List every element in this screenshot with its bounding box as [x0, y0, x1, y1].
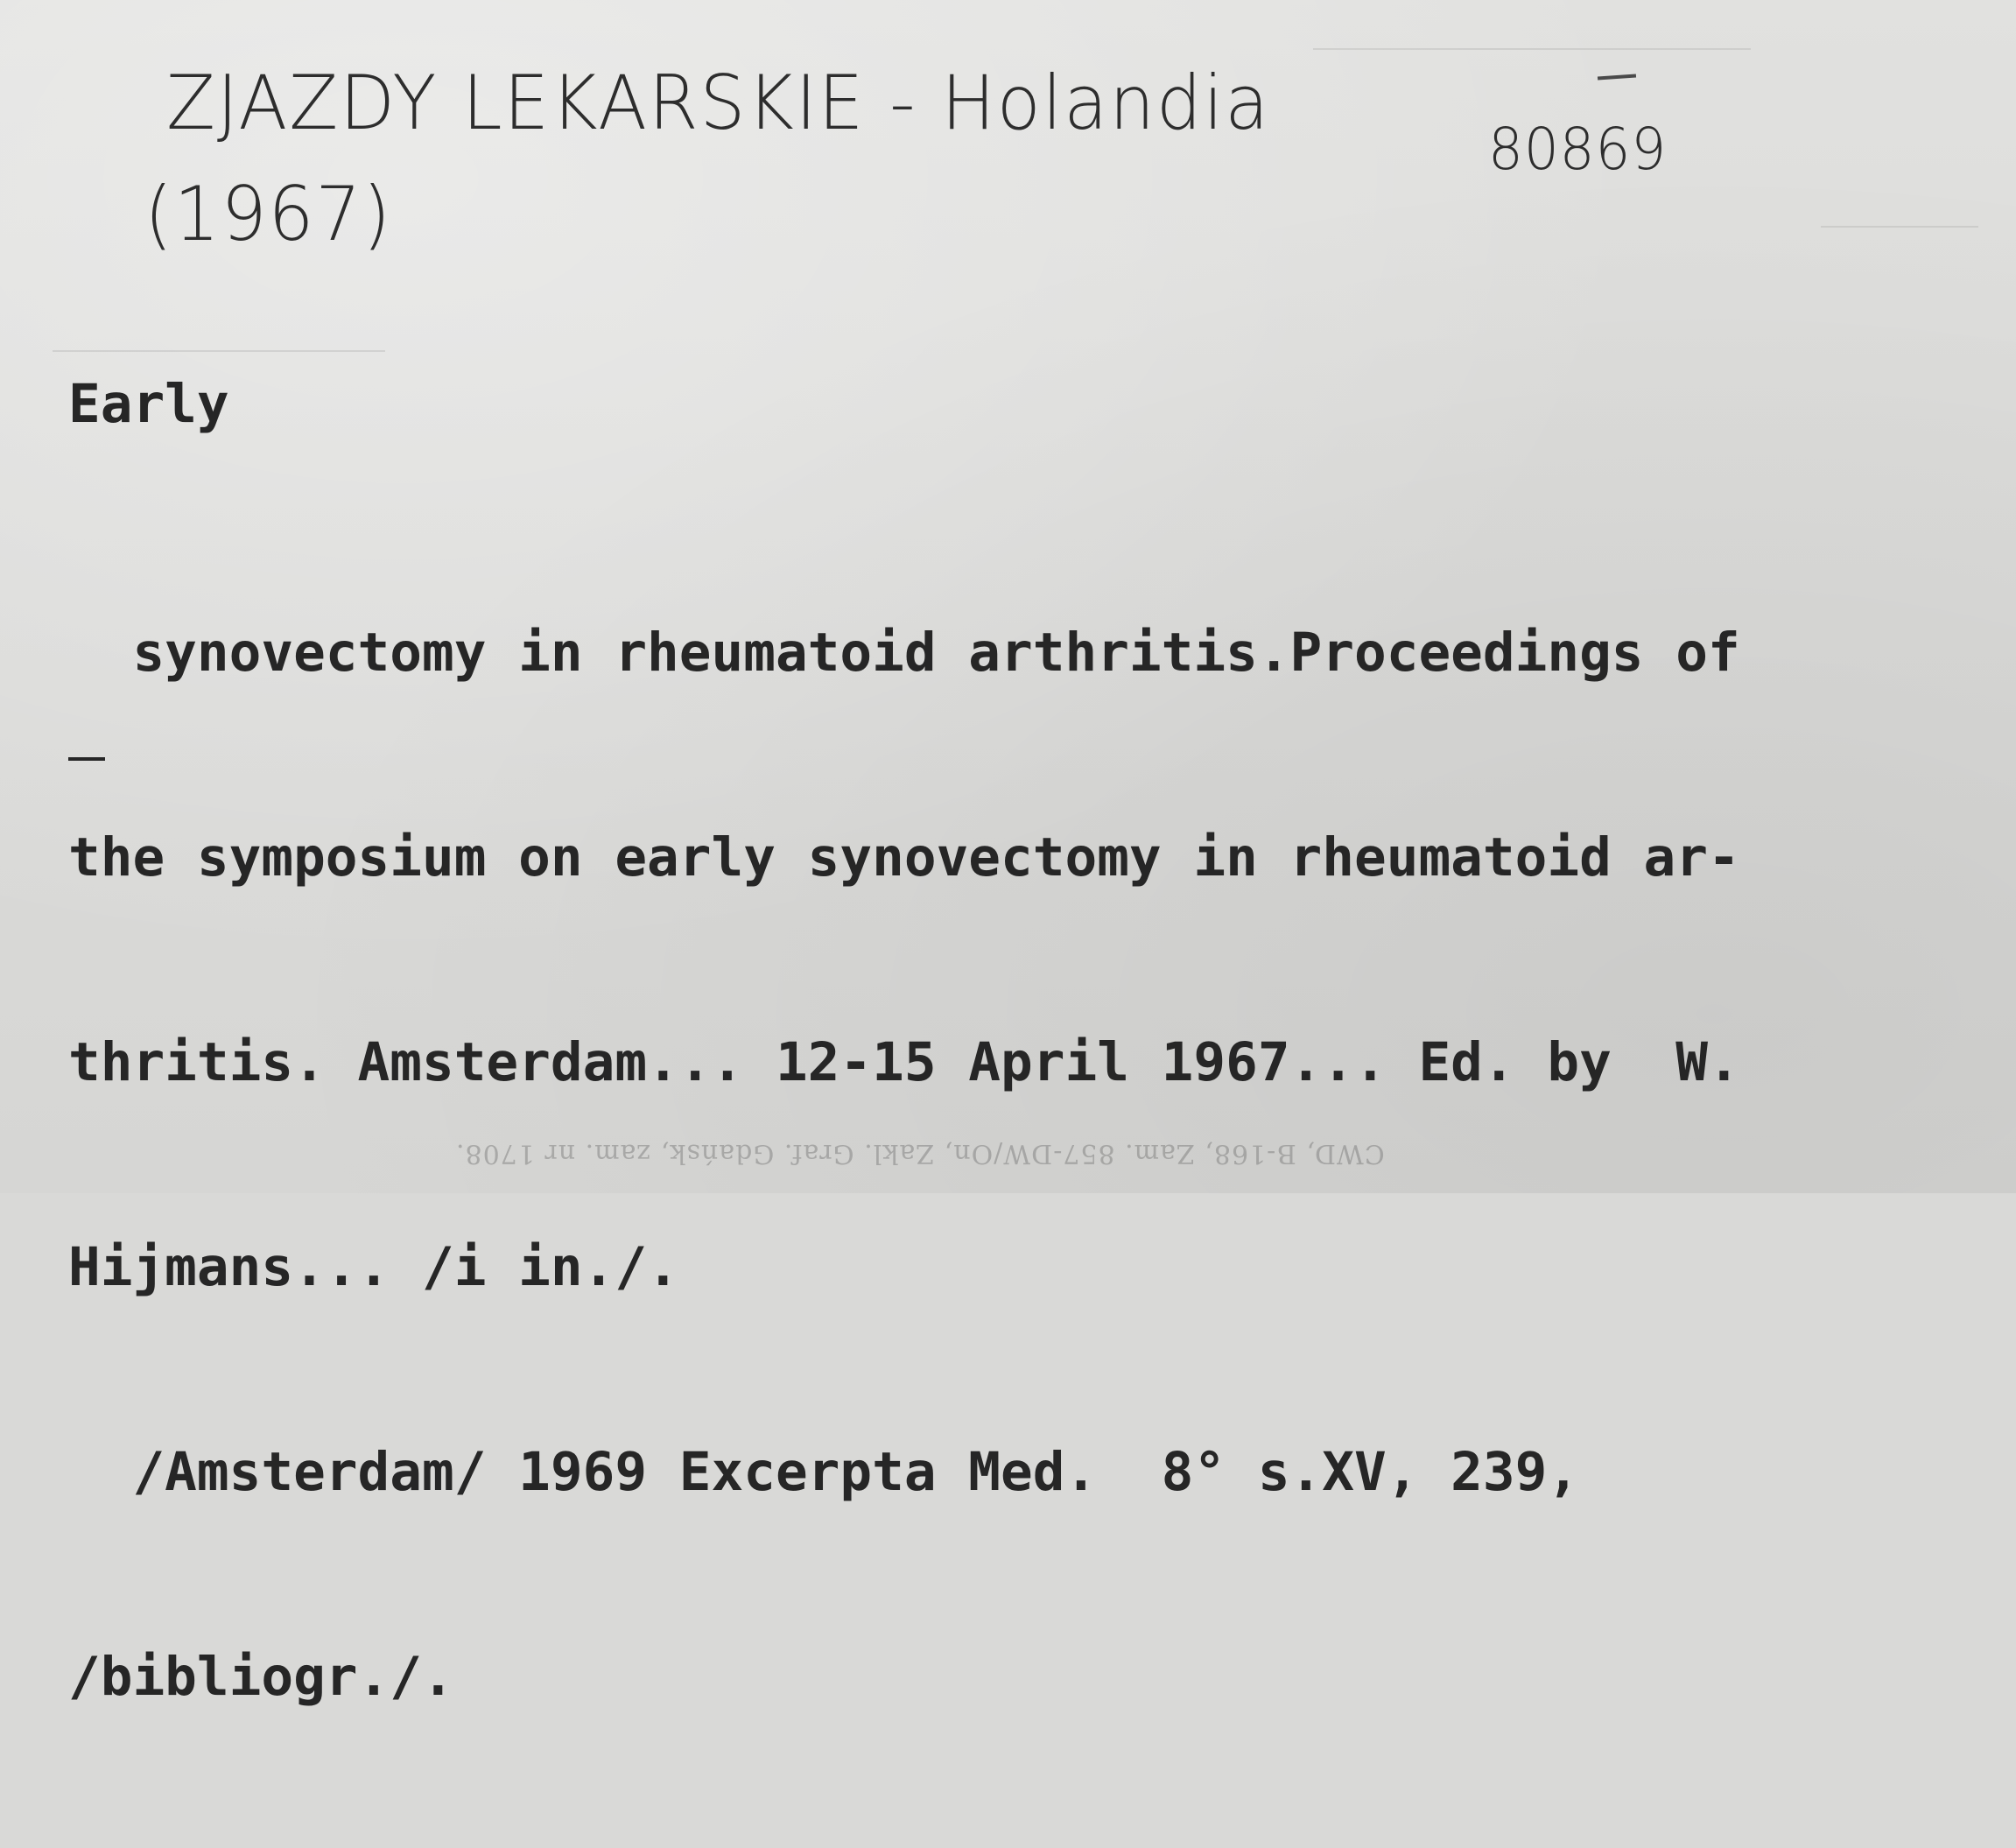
entry-line: thritis. Amsterdam... 12-15 April 1967... Ed. by W. — [68, 1031, 1740, 1093]
ruling-line — [53, 350, 385, 352]
ruling-line — [1313, 48, 1751, 50]
entry-line: synovectomy in rheumatoid arthritis.Proceedings of — [68, 622, 1740, 684]
catalog-number: 80869 — [1488, 116, 1668, 183]
printer-mark: CWD, B-168, Zam. 857-DW/On, Zakl. Graf. Gdańsk, zam. nr 1708. — [455, 1138, 1385, 1169]
editor-name-underline — [68, 757, 105, 761]
entry-line: Hijmans... /i in./. — [68, 1236, 679, 1298]
entry-line: the symposium on early synovectomy in rheumatoid ar- — [68, 826, 1740, 889]
handwritten-heading: ZJAZDY LEKARSKIE - Holandia — [166, 60, 1271, 147]
handwritten-year: (1967) — [144, 171, 393, 258]
entry-line: /bibliogr./. — [68, 1646, 454, 1708]
ruling-line — [1821, 226, 1978, 228]
entry-first-word: Early — [68, 373, 229, 435]
pencil-dash-mark — [1598, 74, 1636, 80]
entry-line: /Amsterdam/ 1969 Excerpta Med. 8° s.XV, 239, — [68, 1441, 1580, 1503]
